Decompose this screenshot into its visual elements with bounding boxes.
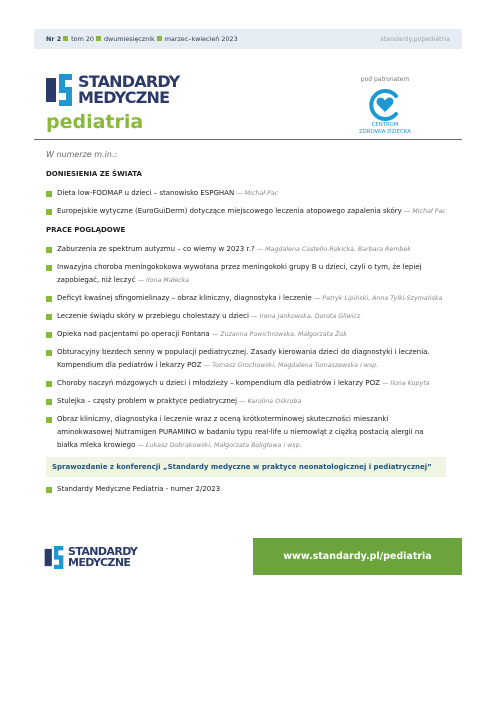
standardy-medyczne-logo [46, 74, 206, 108]
article-title: Opieka nad pacjentami po operacji Fontana [57, 330, 210, 338]
bullet-square-icon [157, 36, 162, 41]
toc-item[interactable] [46, 310, 446, 323]
intro-text: W numerze m.in.: [46, 150, 118, 159]
category-heading: DONIESIENIA ZE ŚWIATA [46, 170, 142, 178]
article-authors: — Tomasz Grochowski, Magdalena Tomaszewska i wsp. [203, 362, 379, 369]
article-title: Obraz kliniczny, diagnostyka i leczenie wraz z oceną krótkoterminowej skuteczności mieszanki aminokwasowej Nutramigen PURAMINO w badaniu typu real-life u niemowląt z ciężką postacią alergii na białka mleka krowiego [57, 415, 424, 449]
toc-item[interactable] [46, 377, 446, 390]
patronage-org-line2: ZDROWIA DZIECKA [359, 129, 411, 135]
logo-line2: MEDYCZNE [78, 88, 170, 107]
czd-heart-logo-icon [368, 88, 402, 122]
article-title: Europejskie wytyczne (EuroGuiDerm) dotyczące miejscowego leczenia atopowego zapalenia skóry [57, 207, 402, 215]
toc-item[interactable] [46, 261, 446, 287]
section-title: pediatria [46, 111, 144, 133]
bullet-square-icon [96, 36, 101, 41]
patronage-box [350, 76, 420, 136]
patronage-org-line1: CENTRUM [371, 122, 399, 128]
logo-mark-icon [46, 74, 72, 106]
article-authors: — Ilona Małecka [137, 277, 190, 284]
logo-line1: STANDARDY [68, 545, 138, 558]
bullet-square-icon [46, 209, 52, 215]
article-authors: — Patryk Lipiński, Anna Tylki-Szymańska [314, 295, 443, 302]
logo-line1: STANDARDY [78, 72, 180, 91]
header-bar [34, 29, 462, 49]
bullet-square-icon [46, 381, 52, 387]
toc-item[interactable] [46, 205, 446, 218]
article-title: Deficyt kwaśnej sfingomielinazy – obraz kliniczny, diagnostyka i leczenie [57, 294, 312, 302]
article-title: Leczenie świądu skóry w przebiegu cholestazy u dzieci [57, 312, 249, 320]
header-url-link[interactable]: standardy.pl/pediatria [380, 35, 450, 43]
toc-item[interactable] [46, 292, 446, 305]
article-title: Obturacyjny bezdech senny w populacji pediatrycznej. Zasady kierowania dzieci do diagnostyki i leczenia. Kompendium dla pediatrów i lekarzy POZ [57, 348, 430, 369]
article-authors: — Michał Pac [404, 208, 446, 215]
bullet-square-icon [46, 247, 52, 253]
issue-number: Nr 2 [46, 35, 62, 43]
article-authors: — Magdalena Castello-Rokicka, Barbara Rembek [256, 246, 411, 253]
volume: tom 20 [71, 35, 94, 43]
toc-item[interactable] [46, 413, 446, 452]
bullet-square-icon [46, 417, 52, 423]
toc [46, 168, 446, 501]
conference-report-box[interactable] [46, 457, 446, 477]
toc-item[interactable] [46, 187, 446, 200]
bullet-square-icon [46, 265, 52, 271]
bullet-square-icon [46, 350, 52, 356]
article-authors: — Michał Pac [236, 190, 279, 197]
article-title: Zaburzenia ze spektrum autyzmu – co wiemy w 2023 r.? [57, 245, 255, 253]
logo-line2: MEDYCZNE [68, 556, 131, 569]
article-authors: — Irena Jankowska, Dorota Gliwicz [251, 313, 361, 320]
bullet-square-icon [46, 332, 52, 338]
bullet-square-icon [46, 487, 52, 493]
article-title: Stulejka – częsty problem w praktyce pediatrycznej [57, 397, 238, 405]
toc-item[interactable] [46, 346, 446, 372]
footer-logo [44, 546, 204, 570]
category-heading: PRACE POGLĄDOWE [46, 226, 126, 234]
article-title: Inwazyjna choroba meningokokowa wywołana przez meningokoki grupy B u dzieci, czyli o tym, że lepiej zapobiegać, niż leczyć [57, 263, 422, 284]
logo-wordmark [78, 74, 179, 106]
website-link-button[interactable]: www.standardy.pl/pediatria [253, 538, 462, 575]
issue-meta [46, 29, 238, 49]
toc-item[interactable] [46, 483, 446, 496]
bullet-square-icon [46, 296, 52, 302]
bullet-square-icon [46, 399, 52, 405]
article-authors: — Łukasz Dobrakowski, Małgorzata Boligłowa i wsp. [137, 442, 302, 449]
bullet-square-icon [63, 36, 68, 41]
frequency: dwumiesięcznik [103, 35, 155, 43]
toc-item[interactable] [46, 395, 446, 408]
article-title: Choroby naczyń mózgowych u dzieci i młodzieży – kompendium dla pediatrów i lekarzy POZ [57, 379, 380, 387]
article-authors: — Karolina Oskroba [239, 398, 302, 405]
logo-mark-icon [44, 546, 64, 569]
article-authors: — Zuzanna Powichrowska, Małgorzata Żuk [211, 331, 347, 338]
divider [34, 139, 462, 140]
bullet-square-icon [46, 314, 52, 320]
issue-date: marzec–kwiecień 2023 [164, 35, 238, 43]
article-title: Standardy Medyczne Pediatria - numer 2/2023 [57, 485, 221, 493]
toc-item[interactable] [46, 328, 446, 341]
article-title: Dieta low-FODMAP u dzieci – stanowisko ESPGHAN [57, 189, 235, 197]
toc-item[interactable] [46, 243, 446, 256]
article-authors: — Ilona Kopyta [382, 380, 430, 387]
bullet-square-icon [46, 191, 52, 197]
patronage-label: pod patronatem [360, 76, 410, 83]
logo-wordmark [68, 546, 137, 568]
conference-title: Sprawozdanie z konferencji „Standardy medyczne w praktyce neonatologicznej i pediatrycznej” [52, 463, 432, 471]
